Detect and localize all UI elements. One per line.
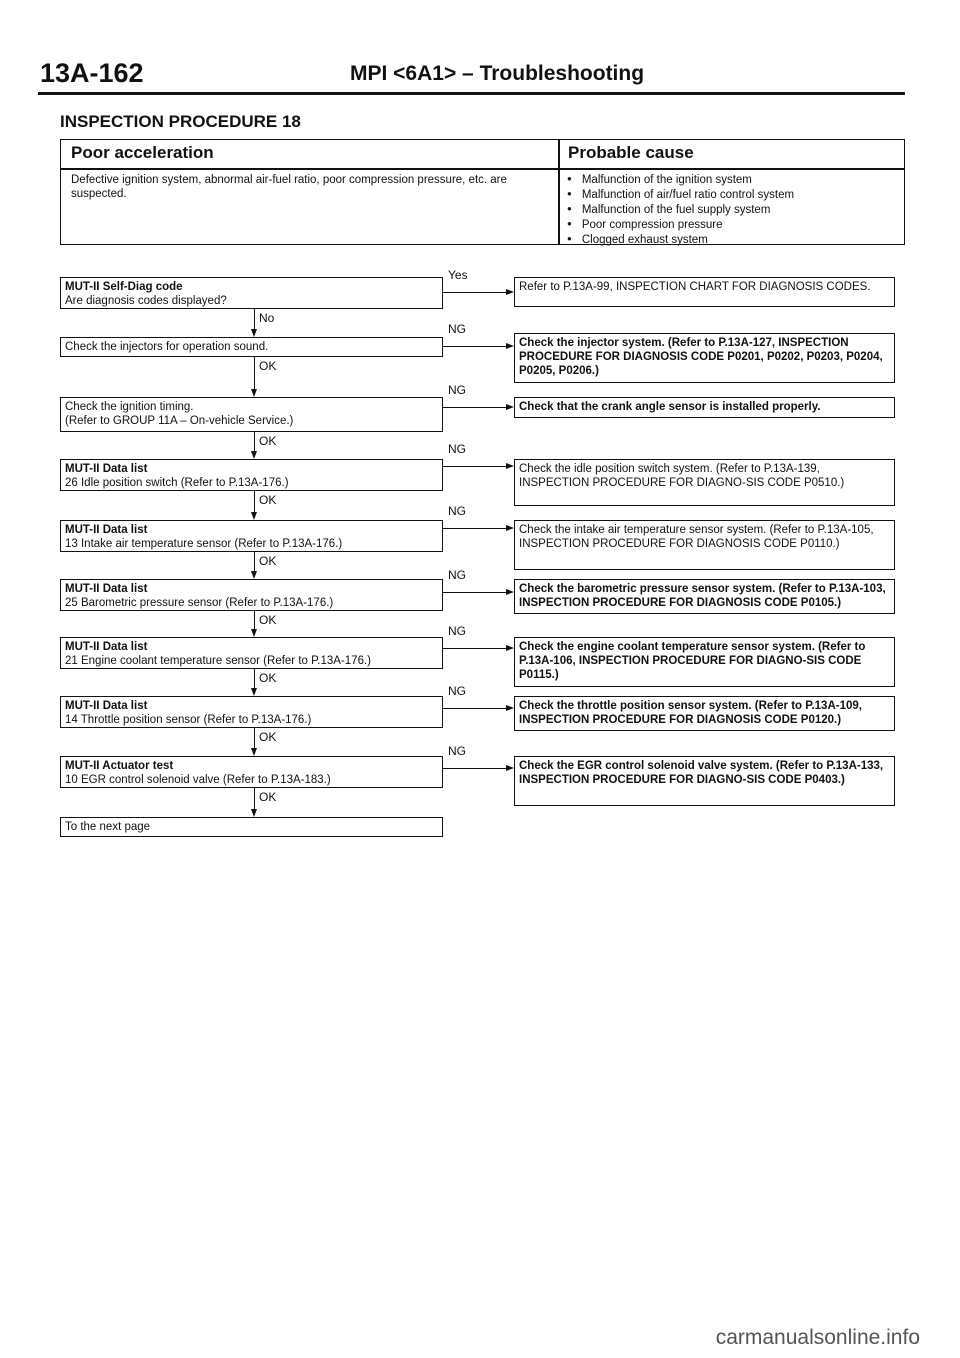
flow-connector — [254, 552, 255, 571]
branch-connector — [443, 648, 506, 649]
flow-connector — [254, 432, 255, 451]
remedy-text: Refer to P.13A-99, INSPECTION CHART FOR DIAGNOSIS CODES. — [519, 281, 871, 293]
probable-cause-header: Probable cause — [568, 143, 694, 162]
check-step-title: MUT-II Data list — [65, 641, 148, 653]
probable-cause-list — [567, 173, 794, 248]
remedy-text: Check the throttle position sensor system. (Refer to P.13A-109, INSPECTION PROCEDURE FOR DIAGNOSIS CODE P0120.) — [519, 700, 862, 726]
check-step-title: MUT-II Actuator test — [65, 760, 174, 772]
remedy-text: Check the idle position switch system. (Refer to P.13A-139, INSPECTION PROCEDURE FOR DIAGNO-SIS CODE P0510.) — [519, 463, 845, 489]
branch-connector — [443, 592, 506, 593]
remedy-text: Check the barometric pressure sensor system. (Refer to P.13A-103, INSPECTION PROCEDURE FOR DIAGNOSIS CODE P0105.) — [519, 583, 886, 609]
flow-connector — [254, 309, 255, 329]
branch-arrow — [506, 525, 514, 531]
flow-arrow — [251, 451, 257, 459]
flow-connector — [254, 669, 255, 688]
remedy-box — [514, 579, 895, 614]
check-step-text: Check the ignition timing. (Refer to GROUP 11A – On-vehicle Service.) — [65, 401, 294, 427]
symptom-description: Defective ignition system, abnormal air-fuel ratio, poor compression pressure, etc. are suspected. — [71, 174, 507, 200]
section-title: INSPECTION PROCEDURE 18 — [60, 112, 301, 131]
header-rule — [38, 92, 905, 95]
check-step-box — [60, 397, 443, 432]
probable-cause-item: ● Malfunction of the ignition system — [567, 173, 794, 188]
remedy-text: Check the intake air temperature sensor system. (Refer to P.13A-105, INSPECTION PROCEDURE FOR DIAGNOSIS CODE P0110.) — [519, 524, 874, 550]
check-step-title: MUT-II Data list — [65, 463, 148, 475]
probable-cause-item: ● Clogged exhaust system — [567, 233, 794, 248]
branch-connector — [443, 768, 506, 769]
flow-arrow — [251, 389, 257, 397]
branch-connector — [443, 708, 506, 709]
flow-label: OK — [259, 671, 277, 685]
remedy-box — [514, 459, 895, 506]
check-step-box — [60, 520, 443, 552]
branch-label: NG — [448, 383, 466, 397]
check-step-box — [60, 579, 443, 611]
branch-label: NG — [448, 322, 466, 336]
check-step-text: 26 Idle position switch (Refer to P.13A-176.) — [65, 477, 289, 489]
check-step-title: MUT-II Self-Diag code — [65, 281, 183, 293]
remedy-text: Check that the crank angle sensor is installed properly. — [519, 401, 821, 413]
branch-arrow — [506, 589, 514, 595]
branch-connector — [443, 528, 506, 529]
branch-arrow — [506, 705, 514, 711]
branch-arrow — [506, 404, 514, 410]
check-step-box — [60, 637, 443, 669]
check-step-text: 10 EGR control solenoid valve (Refer to P.13A-183.) — [65, 774, 331, 786]
flow-label: OK — [259, 613, 277, 627]
flow-connector — [254, 357, 255, 389]
check-step-box — [60, 756, 443, 788]
check-step-box — [60, 696, 443, 728]
remedy-box — [514, 756, 895, 806]
table-divider — [61, 168, 904, 170]
check-step-title: MUT-II Data list — [65, 583, 148, 595]
symptom-summary-table — [60, 139, 905, 245]
probable-cause-item: ● Malfunction of the fuel supply system — [567, 203, 794, 218]
page-title: MPI <6A1> – Troubleshooting — [350, 62, 645, 85]
flow-arrow — [251, 329, 257, 337]
flow-connector — [254, 728, 255, 748]
branch-arrow — [506, 463, 514, 469]
flow-arrow — [251, 809, 257, 817]
branch-label: NG — [448, 624, 466, 638]
flow-label: OK — [259, 359, 277, 373]
flow-arrow — [251, 571, 257, 579]
branch-label: NG — [448, 568, 466, 582]
probable-cause-item: ● Poor compression pressure — [567, 218, 794, 233]
flow-arrow — [251, 512, 257, 520]
flow-arrow — [251, 748, 257, 756]
branch-label: Yes — [448, 268, 468, 282]
table-divider — [558, 140, 560, 244]
check-step-text: 21 Engine coolant temperature sensor (Refer to P.13A-176.) — [65, 655, 371, 667]
check-step-text: 14 Throttle position sensor (Refer to P.13A-176.) — [65, 714, 312, 726]
branch-arrow — [506, 289, 514, 295]
check-step-text: Check the injectors for operation sound. — [65, 341, 269, 353]
remedy-text: Check the engine coolant temperature sensor system. (Refer to P.13A-106, INSPECTION PROCEDURE FOR DIAGNO-SIS CODE P0115.) — [519, 641, 866, 681]
flow-label: OK — [259, 434, 277, 448]
flow-arrow — [251, 688, 257, 696]
branch-connector — [443, 346, 506, 347]
check-step-text: 13 Intake air temperature sensor (Refer to P.13A-176.) — [65, 538, 343, 550]
check-step-text: 25 Barometric pressure sensor (Refer to P.13A-176.) — [65, 597, 334, 609]
check-step-box — [60, 337, 443, 357]
next-page-box: To the next page — [60, 817, 443, 837]
flow-connector — [254, 491, 255, 512]
branch-label: NG — [448, 442, 466, 456]
remedy-box — [514, 333, 895, 383]
flow-label: OK — [259, 730, 277, 744]
check-step-box — [60, 459, 443, 491]
check-step-title: MUT-II Data list — [65, 524, 148, 536]
check-step-text: Are diagnosis codes displayed? — [65, 295, 227, 307]
check-step-box — [60, 277, 443, 309]
branch-label: NG — [448, 684, 466, 698]
remedy-text: Check the EGR control solenoid valve system. (Refer to P.13A-133, INSPECTION PROCEDURE FOR DIAGNO-SIS CODE P0403.) — [519, 760, 884, 786]
branch-arrow — [506, 343, 514, 349]
branch-connector — [443, 466, 506, 467]
remedy-box — [514, 397, 895, 418]
remedy-box — [514, 696, 895, 731]
flow-connector — [254, 788, 255, 809]
branch-label: NG — [448, 504, 466, 518]
page-number: 13A-162 — [40, 58, 144, 88]
remedy-box — [514, 520, 895, 570]
flow-arrow — [251, 629, 257, 637]
remedy-box — [514, 637, 895, 687]
branch-arrow — [506, 645, 514, 651]
flow-label: OK — [259, 790, 277, 804]
remedy-box — [514, 277, 895, 307]
branch-arrow — [506, 765, 514, 771]
branch-label: NG — [448, 744, 466, 758]
check-step-title: MUT-II Data list — [65, 700, 148, 712]
branch-connector — [443, 407, 506, 408]
branch-connector — [443, 292, 506, 293]
flow-label: OK — [259, 493, 277, 507]
probable-cause-item: ● Malfunction of air/fuel ratio control system — [567, 188, 794, 203]
watermark: carmanualsonline.info — [715, 1326, 920, 1349]
symptom-header: Poor acceleration — [71, 143, 214, 162]
flow-connector — [254, 611, 255, 629]
flow-label: No — [259, 311, 275, 325]
flow-label: OK — [259, 554, 277, 568]
remedy-text: Check the injector system. (Refer to P.13A-127, INSPECTION PROCEDURE FOR DIAGNOSIS CODE P0201, P0202, P0203, P0204, P0205, P0206.) — [519, 337, 883, 377]
